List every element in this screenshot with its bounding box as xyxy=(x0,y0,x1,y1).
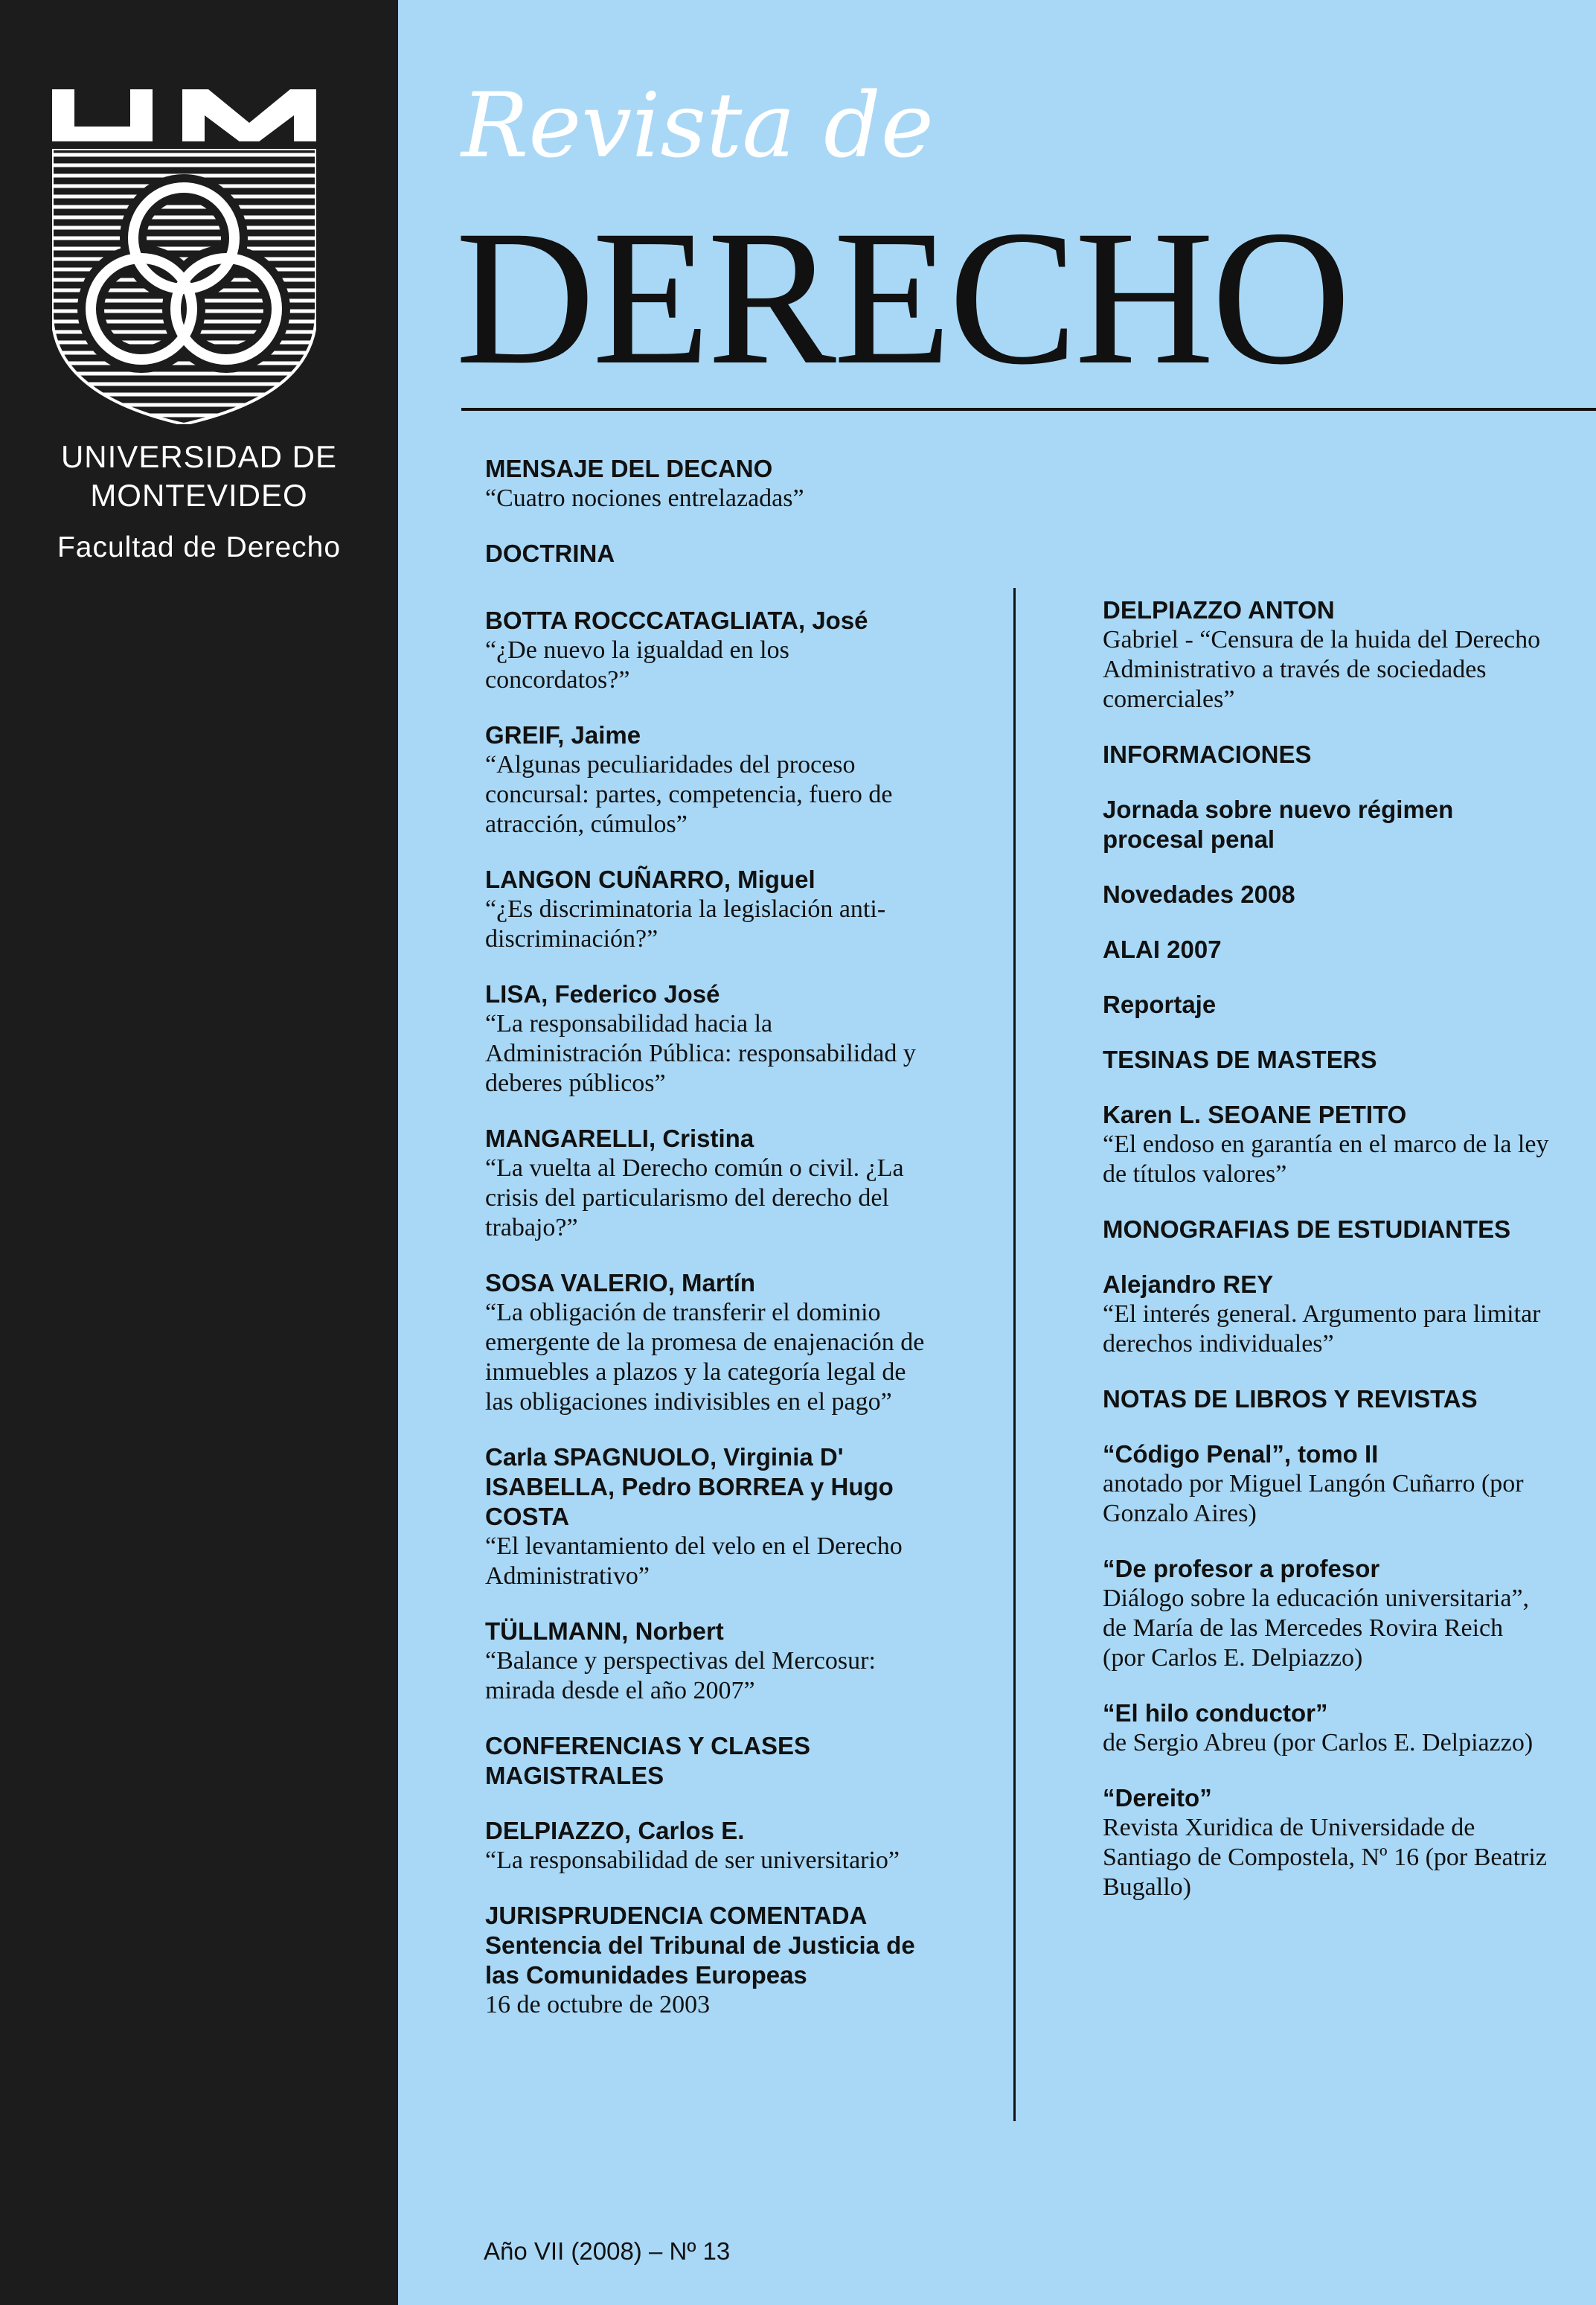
article-author: LANGON CUÑARRO, Miguel xyxy=(485,866,815,893)
toc-entry xyxy=(485,865,932,954)
article-title: “El endoso en garantía en el marco de la ley de títulos valores” xyxy=(1103,1131,1549,1188)
doctrina-section xyxy=(485,539,932,569)
section-heading: MENSAJE DEL DECANO xyxy=(485,455,773,482)
jurisprudencia-section xyxy=(485,1901,932,2020)
article-title: “La obligación de transferir el dominio emergente de la promesa de enajenación de inmuebles a plazos y la categoría legal de las obligaciones indivisibles en el pago” xyxy=(485,1299,925,1416)
book-note-title: “Código Penal”, tomo II xyxy=(1103,1440,1379,1468)
article-title: “La responsabilidad de ser universitario” xyxy=(485,1847,900,1874)
info-item-label: Reportaje xyxy=(1103,991,1217,1018)
section-heading: DOCTRINA xyxy=(485,540,615,567)
issue-number: Año VII (2008) – Nº 13 xyxy=(484,2237,731,2265)
section-heading: CONFERENCIAS Y CLASES MAGISTRALES xyxy=(485,1732,811,1789)
faculty-name: Facultad de Derecho xyxy=(57,531,342,563)
um-logo-letters xyxy=(52,89,316,141)
article-author: BOTTA ROCCCATAGLIATA, José xyxy=(485,607,868,634)
university-name-line2: MONTEVIDEO xyxy=(90,478,308,513)
right-column xyxy=(1103,595,1549,1928)
article-title: “Cuatro nociones entrelazadas” xyxy=(485,485,804,512)
article-author: Karen L. SEOANE PETITO xyxy=(1103,1101,1407,1128)
section-heading: TESINAS DE MASTERS xyxy=(1103,1046,1377,1073)
toc-entry xyxy=(1103,1270,1549,1359)
info-item xyxy=(1103,935,1549,965)
conferencias-section xyxy=(485,1731,932,1791)
article-date: 16 de octubre de 2003 xyxy=(485,1991,711,2018)
section-heading: MONOGRAFIAS DE ESTUDIANTES xyxy=(1103,1215,1511,1243)
info-item xyxy=(1103,990,1549,1020)
title-divider xyxy=(461,408,1596,411)
book-note-title: “De profesor a profesor xyxy=(1103,1555,1380,1582)
article-title: “¿De nuevo la igualdad en los concordatos?” xyxy=(485,636,789,694)
informaciones-section xyxy=(1103,740,1549,770)
book-note-text: de Sergio Abreu (por Carlos E. Delpiazzo) xyxy=(1103,1729,1533,1756)
monografias-section xyxy=(1103,1215,1549,1244)
book-note-text: anotado por Miguel Langón Cuñarro (por Gonzalo Aires) xyxy=(1103,1470,1524,1527)
info-item-label: ALAI 2007 xyxy=(1103,936,1222,963)
article-title: Gabriel - “Censura de la huida del Derecho Administrativo a través de sociedades comerciales” xyxy=(1103,626,1541,713)
book-note-title: “Dereito” xyxy=(1103,1784,1212,1812)
article-author: Carla SPAGNUOLO, Virginia D' ISABELLA, Pedro BORREA y Hugo COSTA xyxy=(485,1443,894,1530)
section-heading: INFORMACIONES xyxy=(1103,741,1312,768)
section-heading: NOTAS DE LIBROS Y REVISTAS xyxy=(1103,1385,1478,1413)
toc-entry xyxy=(485,720,932,840)
university-shield-logo xyxy=(52,149,316,424)
tesinas-section xyxy=(1103,1045,1549,1075)
article-title: “La responsabilidad hacia la Administración Pública: responsabilidad y deberes públicos” xyxy=(485,1010,916,1097)
info-item xyxy=(1103,795,1549,854)
left-column xyxy=(485,454,932,2045)
left-sidebar xyxy=(0,0,398,2305)
book-note xyxy=(1103,1439,1549,1529)
toc-entry xyxy=(1103,595,1549,714)
university-name xyxy=(0,438,398,515)
info-item-label: Novedades 2008 xyxy=(1103,880,1295,908)
info-item xyxy=(1103,880,1549,909)
title-derecho: DERECHO xyxy=(455,191,1348,405)
column-divider xyxy=(1013,588,1016,2121)
article-author: DELPIAZZO ANTON xyxy=(1103,596,1335,624)
toc-entry xyxy=(485,1124,932,1243)
book-note xyxy=(1103,1554,1549,1673)
title-revista-de: Revista de xyxy=(461,74,934,178)
article-title: “Algunas peculiaridades del proceso concursal: partes, competencia, fuero de atracción, cúmulos” xyxy=(485,751,893,838)
mensaje-section xyxy=(485,454,932,514)
book-note-text: Revista Xuridica de Universidade de Santiago de Compostela, Nº 16 (por Beatriz Bugallo) xyxy=(1103,1814,1547,1901)
book-note xyxy=(1103,1698,1549,1758)
section-heading: JURISPRUDENCIA COMENTADA Sentencia del Tribunal de Justicia de las Comunidades Europeas xyxy=(485,1902,915,1989)
article-author: Alejandro REY xyxy=(1103,1270,1274,1298)
article-author: SOSA VALERIO, Martín xyxy=(485,1269,756,1297)
article-author: MANGARELLI, Cristina xyxy=(485,1125,754,1152)
university-name-line1: UNIVERSIDAD DE xyxy=(60,439,338,474)
book-note-title: “El hilo conductor” xyxy=(1103,1699,1328,1727)
article-title: “El interés general. Argumento para limitar derechos individuales” xyxy=(1103,1300,1541,1358)
article-author: GREIF, Jaime xyxy=(485,721,641,749)
notas-section xyxy=(1103,1384,1549,1414)
book-note xyxy=(1103,1783,1549,1902)
toc-entry xyxy=(485,1617,932,1706)
info-item-label: Jornada sobre nuevo régimen procesal penal xyxy=(1103,796,1454,853)
article-author: TÜLLMANN, Norbert xyxy=(485,1617,724,1645)
toc-entry xyxy=(485,606,932,695)
toc-entry xyxy=(485,1268,932,1417)
article-title: “Balance y perspectivas del Mercosur: mirada desde el año 2007” xyxy=(485,1647,876,1704)
book-note-text: Diálogo sobre la educación universitaria”, de María de las Mercedes Rovira Reich (por Carlos E. Delpiazzo) xyxy=(1103,1585,1530,1672)
toc-entry xyxy=(1103,1100,1549,1189)
article-author: LISA, Federico José xyxy=(485,980,720,1008)
article-title: “La vuelta al Derecho común o civil. ¿La crisis del particularismo del derecho del trabajo?” xyxy=(485,1154,904,1241)
article-title: “¿Es discriminatoria la legislación anti-discriminación?” xyxy=(485,895,886,953)
toc-entry xyxy=(485,1442,932,1591)
toc-entry xyxy=(485,979,932,1099)
toc-entry xyxy=(485,1816,932,1876)
article-title: “El levantamiento del velo en el Derecho Administrativo” xyxy=(485,1532,903,1590)
article-author: DELPIAZZO, Carlos E. xyxy=(485,1817,745,1844)
